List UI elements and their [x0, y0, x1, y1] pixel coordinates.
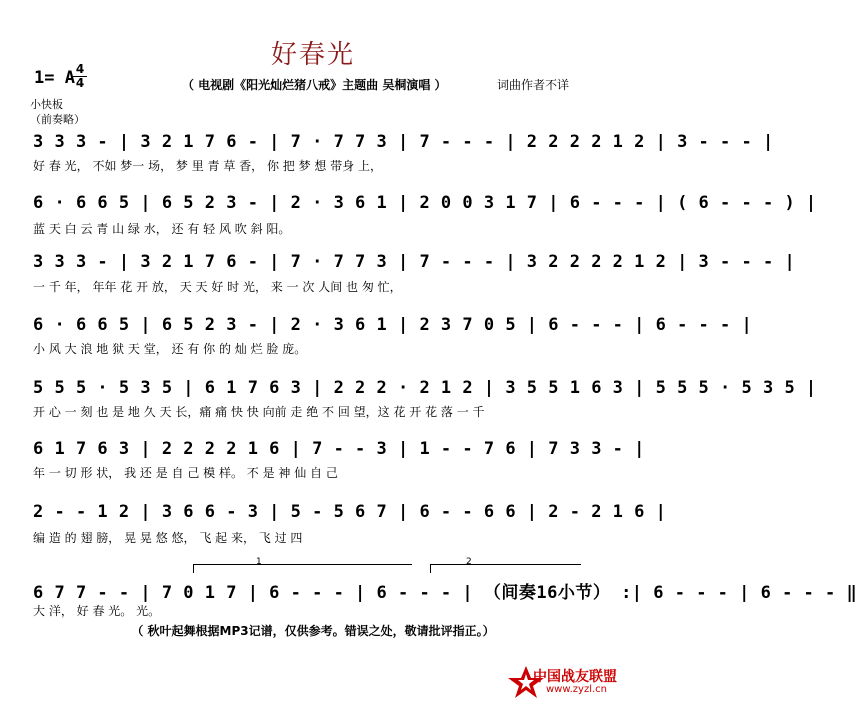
- watermark-url: www.zyzl.cn: [546, 684, 608, 695]
- lyrics-line: 编 造 的 翅 膀， 晃 晃 悠 悠， 飞 起 来， 飞 过 四: [33, 531, 303, 545]
- notation-line: 6 · 6 6 5 | 6 5 2 3 - | 2 · 3 6 1 | 2 3 7 0 5 | 6 - - - | 6 - - - |: [33, 315, 753, 335]
- meter-top: 4: [75, 62, 85, 76]
- second-ending-bracket: [430, 564, 581, 573]
- lyrics-line: 大 洋， 好 春 光。 光。: [33, 604, 161, 618]
- watermark-name: 中国战友联盟: [533, 669, 617, 685]
- notation-line: 2 - - 1 2 | 3 6 6 - 3 | 5 - 5 6 7 | 6 - - 6 6 | 2 - 2 1 6 |: [33, 502, 667, 522]
- first-ending-number: 1: [256, 557, 262, 567]
- song-title: 好春光: [270, 40, 355, 70]
- meter-bottom: 4: [73, 76, 87, 90]
- lyrics-line: 小 风 大 浪 地 狱 天 堂， 还 有 你 的 灿 烂 脸 庞。: [33, 342, 307, 356]
- lyrics-line: 一 千 年， 年年 花 开 放， 天 天 好 时 光， 来 一 次 人间 也 匆 忙，: [33, 280, 402, 294]
- second-ending-number: 2: [466, 557, 472, 567]
- time-signature: [73, 63, 87, 90]
- notation-line: 6 7 7 - - | 7 0 1 7 | 6 - - - | 6 - - - | （间奏16小节） :| 6 - - - | 6 - - - ‖: [33, 583, 857, 603]
- key-signature: 1= A: [34, 68, 75, 88]
- lyrics-line: 开 心 一 刻 也 是 地 久 天 长，痛 痛 快 快 向前 走 绝 不 回 望，这 花 开 花 落 一 千: [33, 405, 485, 419]
- notation-line: 3 3 3 - | 3 2 1 7 6 - | 7 · 7 7 3 | 7 - - - | 2 2 2 2 1 2 | 3 - - - |: [33, 132, 774, 152]
- lyrics-line: 好 春 光， 不如 梦一 场， 梦 里 青 草 香， 你 把 梦 想 带身 上，: [33, 159, 383, 173]
- first-ending-bracket: [193, 564, 412, 573]
- notation-line: 6 · 6 6 5 | 6 5 2 3 - | 2 · 3 6 1 | 2 0 0 3 1 7 | 6 - - - | ( 6 - - - ) |: [33, 193, 817, 213]
- tempo-marking: 小快板: [30, 98, 63, 111]
- notation-line: 6 1 7 6 3 | 2 2 2 2 1 6 | 7 - - 3 | 1 - - 7 6 | 7 3 3 - |: [33, 439, 645, 459]
- transcription-footnote: （ 秋叶起舞根据MP3记谱，仅供参考。错误之处，敬请批评指正。）: [131, 624, 495, 638]
- notation-line: 3 3 3 - | 3 2 1 7 6 - | 7 · 7 7 3 | 7 - - - | 3 2 2 2 2 1 2 | 3 - - - |: [33, 252, 796, 272]
- song-credit: 词曲作者不详: [497, 78, 570, 92]
- song-subtitle: （ 电视剧《阳光灿烂猪八戒》主题曲 吴桐演唱 ）: [182, 78, 447, 92]
- lyrics-line: 年 一 切 形 状， 我 还 是 自 己 模 样。 不 是 神 仙 自 己: [33, 466, 338, 480]
- lyrics-line: 蓝 天 白 云 青 山 绿 水， 还 有 轻 风 吹 斜 阳。: [33, 222, 291, 236]
- intro-note: （前奏略）: [30, 113, 85, 126]
- notation-line: 5 5 5 · 5 3 5 | 6 1 7 6 3 | 2 2 2 · 2 1 2 | 3 5 5 1 6 3 | 5 5 5 · 5 3 5 |: [33, 378, 817, 398]
